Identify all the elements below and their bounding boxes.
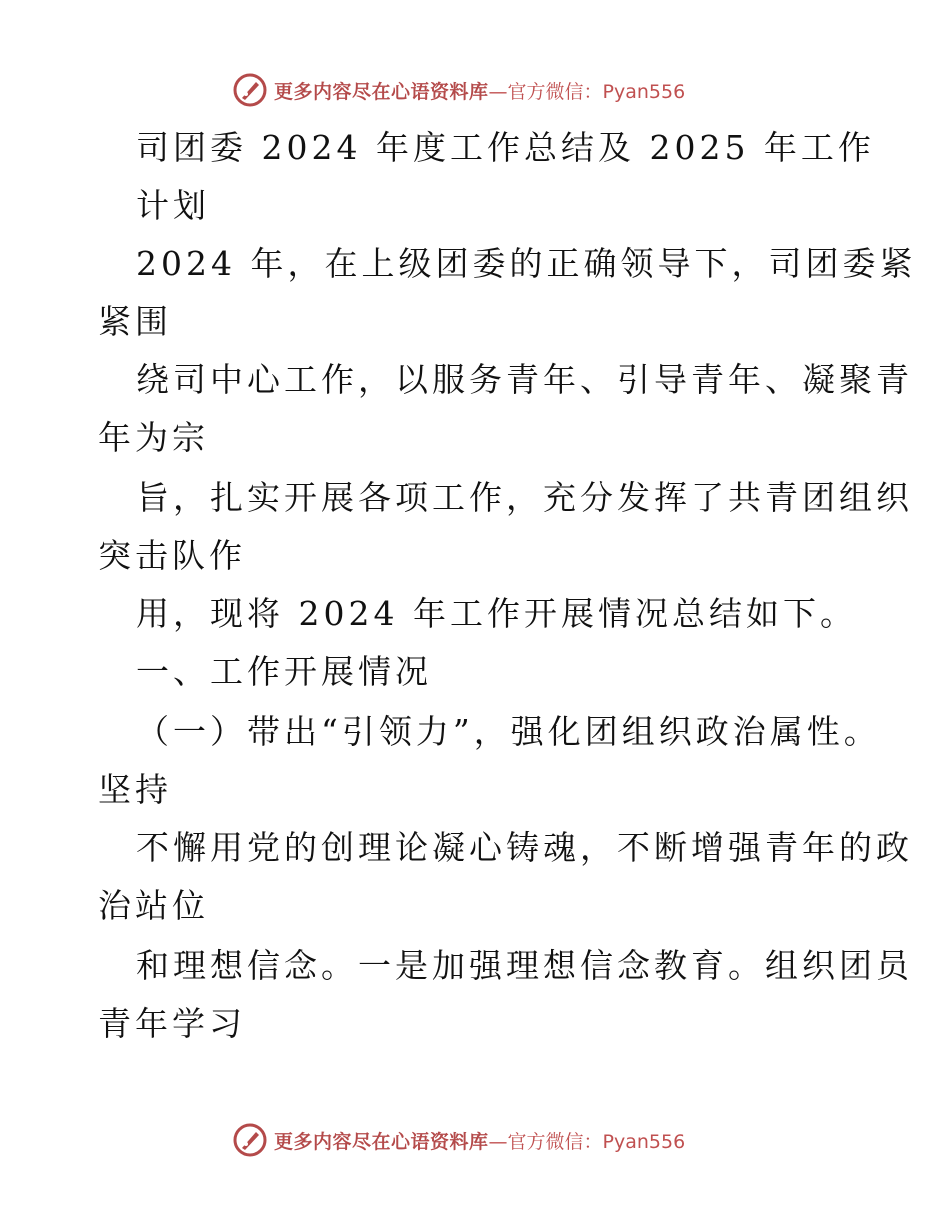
paragraph-line: 不懈用党的创理论凝心铸魂，不断增强青年的政	[136, 828, 913, 867]
paragraph-line: 坚持	[98, 770, 172, 809]
paragraph-line: 紧围	[98, 302, 172, 341]
paragraph-line: 青年学习	[98, 1004, 246, 1043]
paragraph-line: 和理想信念。一是加强理想信念教育。组织团员	[136, 946, 913, 985]
subsection-heading-line: （一）带出“引领力”，强化团组织政治属性。	[136, 712, 881, 751]
pen-nib-circle-icon	[232, 1122, 268, 1158]
footer-watermark	[232, 1120, 685, 1160]
watermark-right-text: —官方微信：Pyan556	[488, 80, 686, 103]
section-heading: 一、工作开展情况	[136, 652, 432, 691]
paragraph-line: 用，现将 2024 年工作开展情况总结如下。	[136, 594, 857, 633]
paragraph-line: 治站位	[98, 886, 209, 925]
watermark-right-text: —官方微信：Pyan556	[488, 1130, 686, 1153]
document-title-line-1: 司团委 2024 年度工作总结及 2025 年工作	[136, 128, 875, 167]
paragraph-line: 年为宗	[98, 418, 209, 457]
paragraph-line: 突击队作	[98, 536, 246, 575]
watermark-left-text: 更多内容尽在心语资料库	[274, 80, 489, 103]
paragraph-line: 2024 年，在上级团委的正确领导下，司团委紧	[136, 244, 917, 283]
watermark-left-text: 更多内容尽在心语资料库	[274, 1130, 489, 1153]
paragraph-line: 旨，扎实开展各项工作，充分发挥了共青团组织	[136, 478, 913, 517]
header-watermark	[232, 70, 685, 110]
pen-nib-circle-icon	[232, 72, 268, 108]
document-title-line-2: 计划	[136, 186, 210, 225]
paragraph-line: 绕司中心工作，以服务青年、引导青年、凝聚青	[136, 360, 913, 399]
